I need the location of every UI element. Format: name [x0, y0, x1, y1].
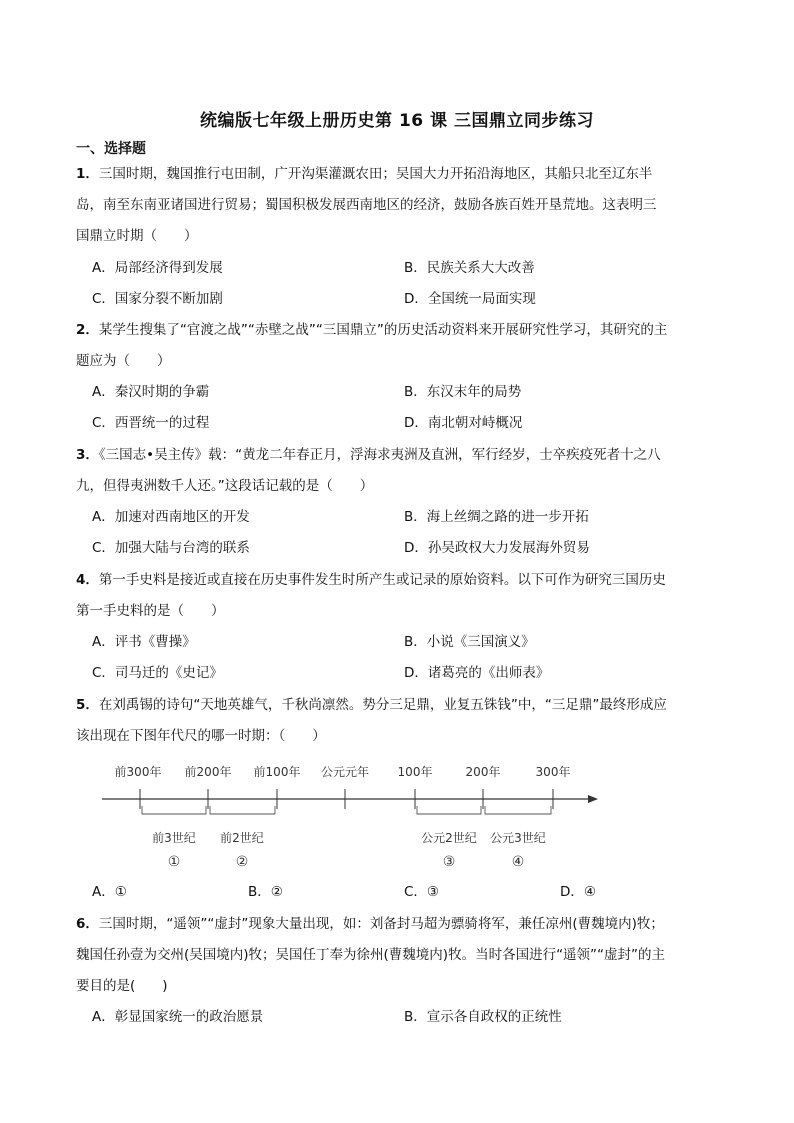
question-2-number: 2． [76, 322, 99, 338]
question-1-line-2: 岛，南至东南亚诸国进行贸易；蜀国积极发展西南地区的经济，鼓励各族百姓开垦荒地。这表明三 [76, 197, 657, 213]
question-3-line-2: 九，但得夷洲数千人还。”这段话记载的是（ ） [76, 478, 374, 494]
year-label: 300年 [535, 765, 571, 779]
question-4-option-c[interactable]: C．司马迁的《史记》 [92, 665, 223, 681]
period-bracket-3 [417, 806, 481, 814]
period-label-2: 前2世纪 [220, 831, 264, 845]
period-label-1: 前3世纪 [152, 831, 196, 845]
section-heading: 一、选择题 [76, 141, 146, 157]
year-label: 100年 [397, 765, 433, 779]
year-label: 前300年 [114, 765, 162, 779]
question-6-line-3: 要目的是( ) [76, 978, 168, 994]
question-4-option-b[interactable]: B．小说《三国演义》 [404, 634, 535, 650]
period-label-4: 公元3世纪 [490, 831, 546, 845]
question-1-number: 1． [76, 166, 99, 182]
year-label: 公元元年 [320, 765, 370, 779]
question-2-option-d[interactable]: D．南北朝对峙概况 [404, 415, 523, 431]
question-3-option-d[interactable]: D．孙吴政权大力发展海外贸易 [404, 540, 590, 556]
question-6-number: 6． [76, 916, 99, 932]
question-4-line-2: 第一手史料的是（ ） [76, 603, 225, 619]
period-bracket-1 [142, 806, 206, 814]
question-3-option-c[interactable]: C．加强大陆与台湾的联系 [92, 540, 250, 556]
question-2-option-c[interactable]: C．西晋统一的过程 [92, 415, 210, 431]
question-1-option-c[interactable]: C．国家分裂不断加剧 [92, 291, 223, 307]
question-5-option-a[interactable]: A．① [92, 884, 127, 900]
period-number-3: ③ [442, 854, 456, 870]
question-5-option-d[interactable]: D．④ [560, 884, 596, 900]
question-5-option-c[interactable]: C．③ [404, 884, 440, 900]
year-label: 前200年 [184, 765, 232, 779]
question-4-option-d[interactable]: D．诸葛亮的《出师表》 [404, 665, 550, 681]
question-3-line-1: 3．《三国志•吴主传》载：“黄龙二年春正月，浮海求夷洲及直洲，军行经岁，士卒疾疫死者十之八 [76, 447, 661, 463]
question-4-option-a[interactable]: A．评书《曹操》 [92, 634, 196, 650]
period-bracket-2 [210, 806, 275, 814]
question-2-option-b[interactable]: B．东汉末年的局势 [404, 384, 522, 400]
question-1-line-1: 1．三国时期，魏国推行屯田制，广开沟渠灌溉农田；吴国大力开拓沿海地区，其船只北至辽东半 [76, 166, 653, 182]
question-4-line-1: 4．第一手史料是接近或直接在历史事件发生时所产生或记录的原始资料。以下可作为研究三国历史 [76, 572, 666, 588]
question-2-line-2: 题应为（ ） [76, 353, 171, 369]
question-6-line-2: 魏国任孙壹为交州(吴国境内)牧；吴国任丁奉为徐州(曹魏境内)牧。当时各国进行“遥领”“虚封”的主 [76, 947, 666, 963]
question-4-number: 4． [76, 572, 99, 588]
timeline-diagram [90, 756, 610, 876]
question-1-line-3: 国鼎立时期（ ） [76, 228, 198, 244]
question-2-option-a[interactable]: A．秦汉时期的争霸 [92, 384, 210, 400]
question-3-number: 3． [76, 447, 99, 463]
question-1-option-b[interactable]: B．民族关系大大改善 [404, 260, 535, 276]
question-3-option-a[interactable]: A．加速对西南地区的开发 [92, 509, 250, 525]
question-6-option-a[interactable]: A．彰显国家统一的政治愿景 [92, 1009, 264, 1025]
period-label-3: 公元2世纪 [421, 831, 477, 845]
period-number-2: ② [235, 854, 249, 870]
period-number-1: ① [167, 854, 181, 870]
year-label: 前100年 [253, 765, 301, 779]
question-5-line-2: 该出现在下图年代尺的哪一时期：（ ） [76, 728, 326, 744]
page-title: 统编版七年级上册历史第 16 课 三国鼎立同步练习 [200, 111, 594, 131]
period-bracket-4 [485, 806, 551, 814]
question-5-number: 5． [76, 697, 99, 713]
question-1-option-a[interactable]: A．局部经济得到发展 [92, 260, 223, 276]
question-5-line-1: 5．在刘禹锡的诗句“天地英雄气，千秋尚凛然。势分三足鼎，业复五铢钱”中，“三足鼎”最终形成应 [76, 697, 667, 713]
question-6-line-1: 6．三国时期，“遥领”“虚封”现象大量出现，如：刘备封马超为骠骑将军，兼任凉州(曹魏境内)牧； [76, 916, 664, 932]
question-5-option-b[interactable]: B．② [248, 884, 283, 900]
period-number-4: ④ [511, 854, 525, 870]
timeline-arrow-icon [588, 795, 598, 803]
question-2-line-1: 2．某学生搜集了“官渡之战”“赤壁之战”“三国鼎立”的历史活动资料来开展研究性学习，其研究的主 [76, 322, 668, 338]
question-6-option-b[interactable]: B．宣示各自政权的正统性 [404, 1009, 562, 1025]
question-3-option-b[interactable]: B．海上丝绸之路的进一步开拓 [404, 509, 589, 525]
year-label: 200年 [465, 765, 501, 779]
question-1-option-d[interactable]: D．全国统一局面实现 [404, 291, 536, 307]
